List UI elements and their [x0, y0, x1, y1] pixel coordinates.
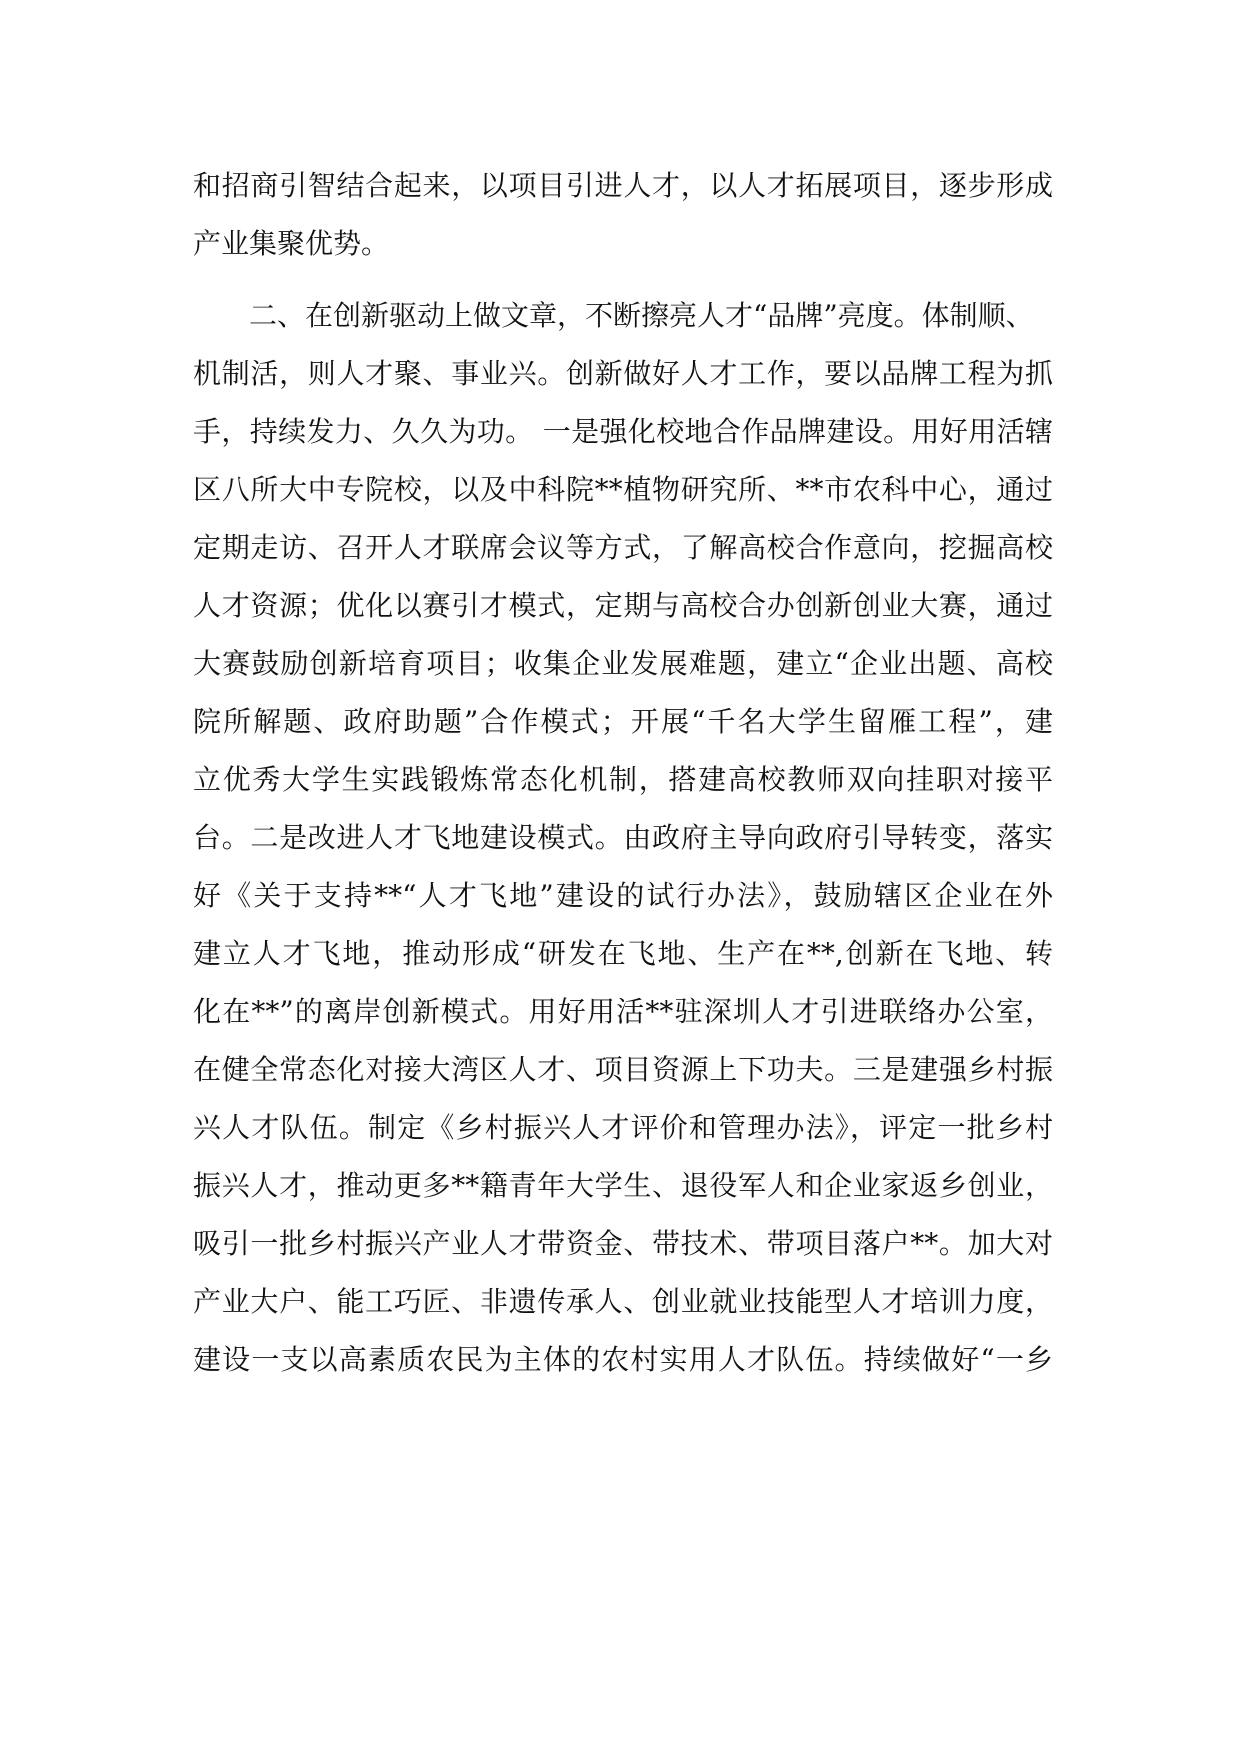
text-line: 化在**”的离岸创新模式。用好用活**驻深圳人才引进联络办公室， — [193, 995, 1053, 1028]
text-line: 定期走访、召开人才联席会议等方式，了解高校合作意向，挖掘高校 — [193, 531, 1053, 564]
paragraph-gap — [193, 273, 1053, 287]
text-line: 大赛鼓励创新培育项目；收集企业发展难题，建立“企业出题、高校 — [193, 647, 1053, 680]
text-line: 人才资源；优化以赛引才模式，定期与高校合办创新创业大赛，通过 — [193, 589, 1053, 622]
text-line: 立优秀大学生实践锻炼常态化机制，搭建高校教师双向挂职对接平 — [193, 763, 1053, 796]
text-line: 振兴人才，推动更多**籍青年大学生、退役军人和企业家返乡创业， — [193, 1169, 1053, 1202]
text-line: 建立人才飞地，推动形成“研发在飞地、生产在**,创新在飞地、转 — [193, 937, 1053, 970]
text-line: 好《关于支持**“人才飞地”建设的试行办法》，鼓励辖区企业在外 — [193, 879, 1053, 912]
document-body — [193, 157, 1053, 1389]
text-line: 手，持续发力、久久为功。 一是强化校地合作品牌建设。用好用活辖 — [193, 415, 1053, 448]
text-line: 建设一支以高素质农民为主体的农村实用人才队伍。持续做好“一乡 — [193, 1343, 1053, 1376]
text-line: 和招商引智结合起来，以项目引进人才，以人才拓展项目，逐步形成 — [193, 169, 1053, 202]
text-line: 兴人才队伍。制定《乡村振兴人才评价和管理办法》，评定一批乡村 — [193, 1111, 1053, 1144]
text-line: 机制活，则人才聚、事业兴。创新做好人才工作，要以品牌工程为抓 — [193, 357, 1053, 390]
text-line: 在健全常态化对接大湾区人才、项目资源上下功夫。三是建强乡村振 — [193, 1053, 1053, 1086]
text-line: 吸引一批乡村振兴产业人才带资金、带技术、带项目落户**。加大对 — [193, 1227, 1053, 1260]
text-line: 院所解题、政府助题”合作模式；开展“千名大学生留雁工程”，建 — [193, 705, 1053, 738]
text-line: 产业集聚优势。 — [193, 227, 390, 260]
text-line: 台。二是改进人才飞地建设模式。由政府主导向政府引导转变，落实 — [193, 821, 1053, 854]
text-line: 区八所大中专院校，以及中科院**植物研究所、**市农科中心，通过 — [193, 473, 1053, 506]
text-line: 产业大户、能工巧匠、非遗传承人、创业就业技能型人才培训力度， — [193, 1285, 1053, 1318]
text-line: 二、在创新驱动上做文章，不断擦亮人才“品牌”亮度。体制顺、 — [249, 299, 1034, 332]
